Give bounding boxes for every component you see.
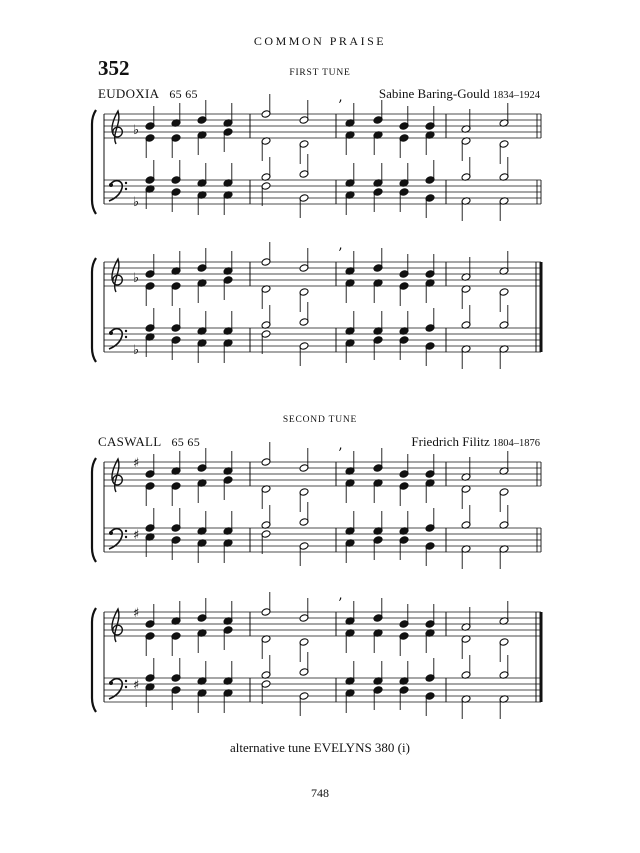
- running-head: COMMON PRAISE: [253, 34, 387, 48]
- breath-mark-icon: ’: [338, 446, 343, 462]
- treble-clef-icon: [112, 111, 122, 144]
- breath-mark-icon: ’: [338, 246, 343, 262]
- second-tune-author-dates: 1804–1876: [492, 438, 540, 449]
- first-tune-attribution: [379, 86, 540, 102]
- bass-clef-dot: [109, 183, 113, 187]
- first-tune-author: Sabine Baring-Gould: [378, 86, 490, 101]
- second-tune-system-1: [0, 446, 640, 580]
- second-tune-author: Friedrich Filitz: [411, 434, 490, 449]
- bass-clef-dot: [125, 530, 127, 532]
- first-tune-system-1: [0, 98, 640, 232]
- treble-clef-icon: [112, 609, 122, 642]
- first-tune-name: EUDOXIA: [98, 86, 160, 101]
- page-number: 748: [311, 786, 329, 800]
- bass-clef-dot: [125, 336, 127, 338]
- sharp-icon: ♯: [133, 606, 140, 621]
- first-tune-heading: [98, 86, 198, 102]
- second-tune-heading: [98, 434, 200, 450]
- flat-icon: ♭: [133, 123, 140, 138]
- system-bracket: [92, 458, 96, 562]
- first-tune-meter: 65 65: [169, 87, 198, 101]
- bass-clef-dot: [125, 680, 127, 682]
- bass-clef-dot: [109, 531, 113, 535]
- bass-clef-dot: [125, 330, 127, 332]
- bass-clef-dot: [109, 331, 113, 335]
- bass-clef-dot: [125, 536, 127, 538]
- first-tune-author-dates: 1834–1924: [492, 90, 540, 101]
- flat-icon: ♭: [133, 343, 140, 358]
- bass-clef-dot: [109, 681, 113, 685]
- second-tune-caption: SECOND TUNE: [282, 415, 358, 425]
- system-bracket: [92, 258, 96, 362]
- first-tune-caption: FIRST TUNE: [289, 68, 351, 78]
- second-tune-name: CASWALL: [98, 434, 162, 449]
- sharp-icon: ♯: [133, 456, 140, 471]
- breath-mark-icon: ’: [338, 98, 343, 114]
- system-bracket: [92, 608, 96, 712]
- treble-clef-icon: [112, 259, 122, 292]
- flat-icon: ♭: [133, 195, 140, 210]
- second-tune-system-2: [0, 596, 640, 730]
- breath-mark-icon: ’: [338, 596, 343, 612]
- bass-clef-dot: [125, 188, 127, 190]
- second-tune-meter: 65 65: [171, 435, 200, 449]
- hymn-number: 352: [98, 56, 130, 80]
- flat-icon: ♭: [133, 271, 140, 286]
- alternative-tune-note: alternative tune EVELYNS 380 (i): [230, 740, 410, 755]
- bass-clef-dot: [125, 686, 127, 688]
- treble-clef-icon: [112, 459, 122, 492]
- sharp-icon: ♯: [133, 528, 140, 543]
- system-bracket: [92, 110, 96, 214]
- bass-clef-dot: [125, 182, 127, 184]
- first-tune-system-2: [0, 246, 640, 380]
- sharp-icon: ♯: [133, 678, 140, 693]
- second-tune-attribution: [411, 434, 540, 450]
